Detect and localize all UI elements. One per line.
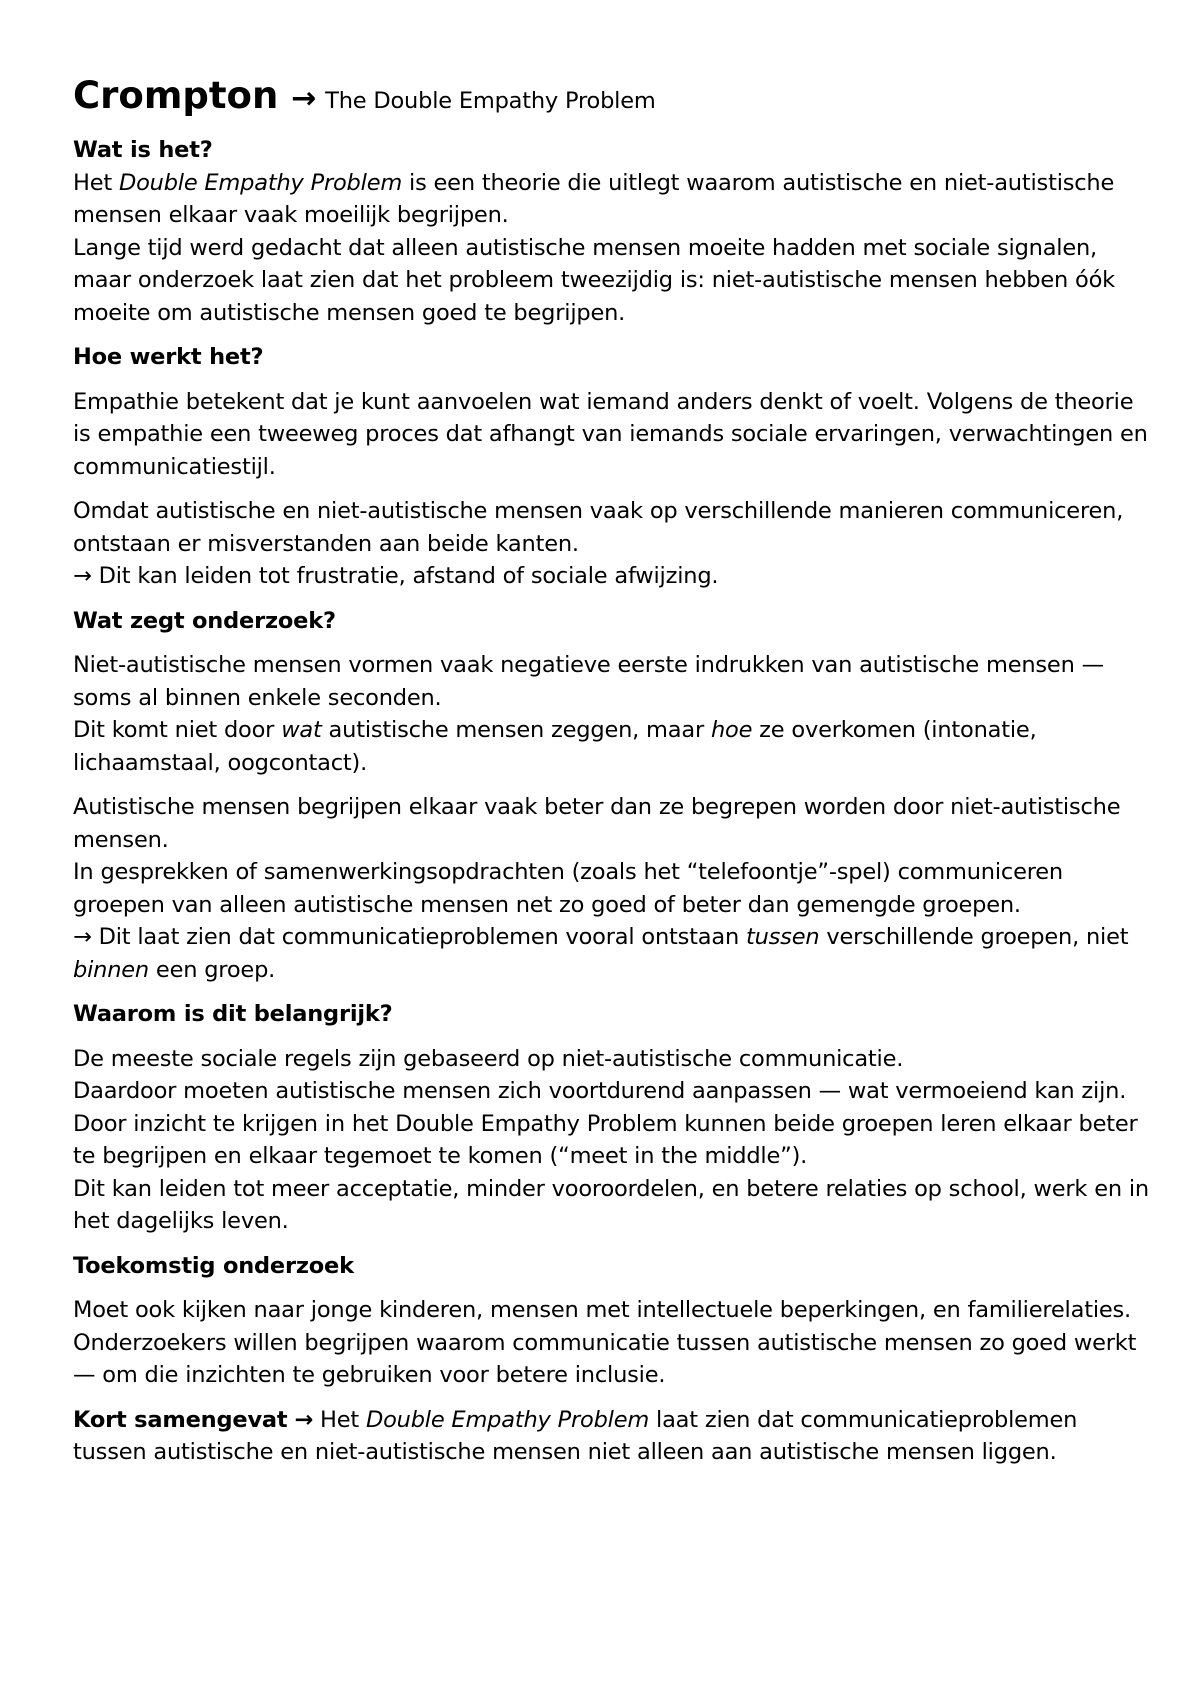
- text-run: Dit komt niet door: [73, 717, 282, 743]
- emphasis: binnen: [73, 956, 149, 983]
- paragraph: Moet ook kijken naar jonge kinderen, mensen met intellectuele beperkingen, en familierelaties. Onderzoekers willen begrijpen waarom communicatie tussen autistische mensen zo goed werkt — om die inzichten te gebruiken voor betere inclusie.: [73, 1297, 1137, 1388]
- emphasis: wat: [281, 717, 322, 743]
- heading-hoe-werkt-het: Hoe werkt het?: [73, 344, 264, 370]
- emphasis: Double Empathy Problem: [365, 1406, 650, 1433]
- summary-label: Kort samengevat: [73, 1406, 288, 1433]
- paragraph: Daardoor moeten autistische mensen zich voortdurend aanpassen — wat vermoeiend kan zijn. Door inzicht te krijgen in het Double Empathy Problem kunnen beide groepen leren elkaar beter te begrijpen en elkaar tegemoet te komen (“meet in the middle”).: [73, 1078, 1138, 1169]
- arrow-right-icon: →: [291, 81, 317, 116]
- text-run: verschillende groepen, niet: [819, 924, 1129, 950]
- emphasis: tussen: [745, 924, 820, 950]
- summary-paragraph: [73, 1404, 1153, 1469]
- text-run: laat zien dat communicatieproblemen tussen autistische en niet-autistische mensen niet alleen aan autistische mensen liggen.: [73, 1406, 1078, 1465]
- title-subtitle: The Double Empathy Problem: [325, 88, 656, 114]
- text-run: Het: [73, 169, 119, 196]
- text-run: een groep.: [148, 956, 276, 983]
- heading-wat-is-het: Wat is het?: [73, 137, 213, 163]
- heading-waarom: Waarom is dit belangrijk?: [73, 1001, 393, 1027]
- paragraph: Omdat autistische en niet-autistische mensen vaak op verschillende manieren communiceren, ontstaan er misverstanden aan beide kanten.: [73, 498, 1124, 557]
- page-title: [73, 72, 1153, 125]
- paragraph: Niet-autistische mensen vormen vaak negatieve eerste indrukken van autistische mensen — soms al binnen enkele seconden.: [73, 652, 1104, 711]
- paragraph: [73, 167, 1153, 232]
- emphasis: hoe: [710, 717, 753, 743]
- paragraph: Lange tijd werd gedacht dat alleen autistische mensen moeite hadden met sociale signalen, maar onderzoek laat zien dat het probleem tweezijdig is: niet-autistische mensen hebben óók moeite om autistische mensen goed te begrijpen.: [73, 234, 1115, 326]
- text-run: Het: [313, 1406, 366, 1433]
- paragraph: [73, 714, 1153, 779]
- arrow-right-icon: →: [294, 1406, 314, 1433]
- paragraph: Empathie betekent dat je kunt aanvoelen wat iemand anders denkt of voelt. Volgens de theorie is empathie een tweeweg proces dat afhangt van iemands sociale ervaringen, verwachtingen en communicatiestijl.: [73, 388, 1148, 480]
- heading-wat-zegt-onderzoek: Wat zegt onderzoek?: [73, 607, 336, 634]
- heading-toekomstig-onderzoek: Toekomstig onderzoek: [73, 1252, 354, 1279]
- title-main: Crompton: [73, 74, 279, 117]
- text-run: ze overkomen (intonatie, lichaamstaal, oogcontact).: [73, 717, 1037, 776]
- paragraph: Autistische mensen begrijpen elkaar vaak beter dan ze begrepen worden door niet-autistische mensen.: [73, 794, 1121, 853]
- emphasis: Double Empathy Problem: [118, 169, 403, 196]
- paragraph: Dit kan leiden tot meer acceptatie, minder vooroordelen, en betere relaties op school, werk en in het dagelijks leven.: [73, 1175, 1149, 1234]
- paragraph: [73, 921, 1153, 986]
- text-run: → Dit laat zien dat communicatieproblemen vooral ontstaan: [73, 924, 746, 950]
- text-run: autistische mensen zeggen, maar: [321, 717, 711, 743]
- paragraph: → Dit kan leiden tot frustratie, afstand of sociale afwijzing.: [73, 563, 719, 589]
- document-page: [73, 72, 1153, 1469]
- paragraph: In gesprekken of samenwerkingsopdrachten (zoals het “telefoontje”-spel) communiceren groepen van alleen autistische mensen net zo goed of beter dan gemengde groepen.: [73, 859, 1063, 918]
- text-run: is een theorie die uitlegt waarom autistische en niet-autistische mensen elkaar vaak moeilijk begrijpen.: [73, 169, 1115, 228]
- paragraph: De meeste sociale regels zijn gebaseerd op niet-autistische communicatie.: [73, 1045, 904, 1072]
